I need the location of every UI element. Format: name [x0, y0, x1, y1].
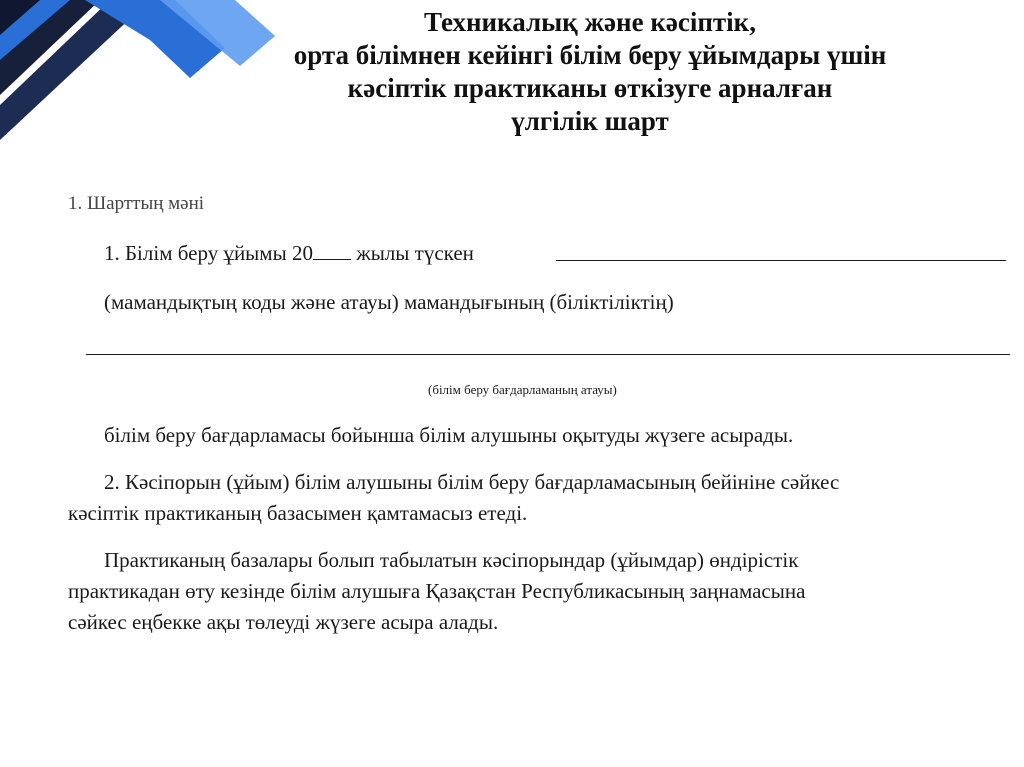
- program-caption: (білім беру бағдарламаның атауы): [428, 382, 617, 397]
- title-line-4: үлгілік шарт: [511, 106, 669, 136]
- title-line-2: орта білімнен кейінгі білім беру ұйымдары үшін: [293, 40, 887, 70]
- paragraph-1-start: 1. Білім беру ұйымы 20: [104, 241, 313, 265]
- specialty-caption: (мамандықтың коды және атауы) мамандығының (біліктіліктің): [104, 290, 674, 314]
- title-line-3: кәсіптік практиканы өткізуге арналған: [347, 73, 833, 103]
- paragraph-3-line-1: Практиканың базалары болып табылатын кәсіпорындар (ұйымдар) өндірістік: [104, 548, 799, 572]
- paragraph-2-line-1: 2. Кәсіпорын (ұйым) білім алушыны білім беру бағдарламасының бейініне сәйкес: [104, 470, 840, 494]
- paragraph-3-line-3: сәйкес еңбекке ақы төлеуді жүзеге асыра алады.: [68, 610, 499, 634]
- title-line-1: Техникалық және кәсіптік,: [424, 7, 756, 37]
- paragraph-2-line-2: кәсіптік практиканың базасымен қамтамасыз етеді.: [68, 501, 528, 525]
- specialty-blank: [556, 260, 1006, 261]
- paragraph-1: [104, 240, 474, 267]
- year-blank: [313, 241, 351, 260]
- program-line: білім беру бағдарламасы бойынша білім алушыны оқытуды жүзеге асырады.: [104, 423, 794, 447]
- program-name-blank: [86, 354, 1010, 355]
- section-heading: 1. Шарттың мәні: [68, 193, 205, 214]
- paragraph-3-line-2: практикадан өту кезінде білім алушыға Қазақстан Республикасының заңнамасына: [68, 579, 806, 603]
- document-title: [200, 6, 980, 138]
- paragraph-1-mid: жылы түскен: [350, 241, 474, 265]
